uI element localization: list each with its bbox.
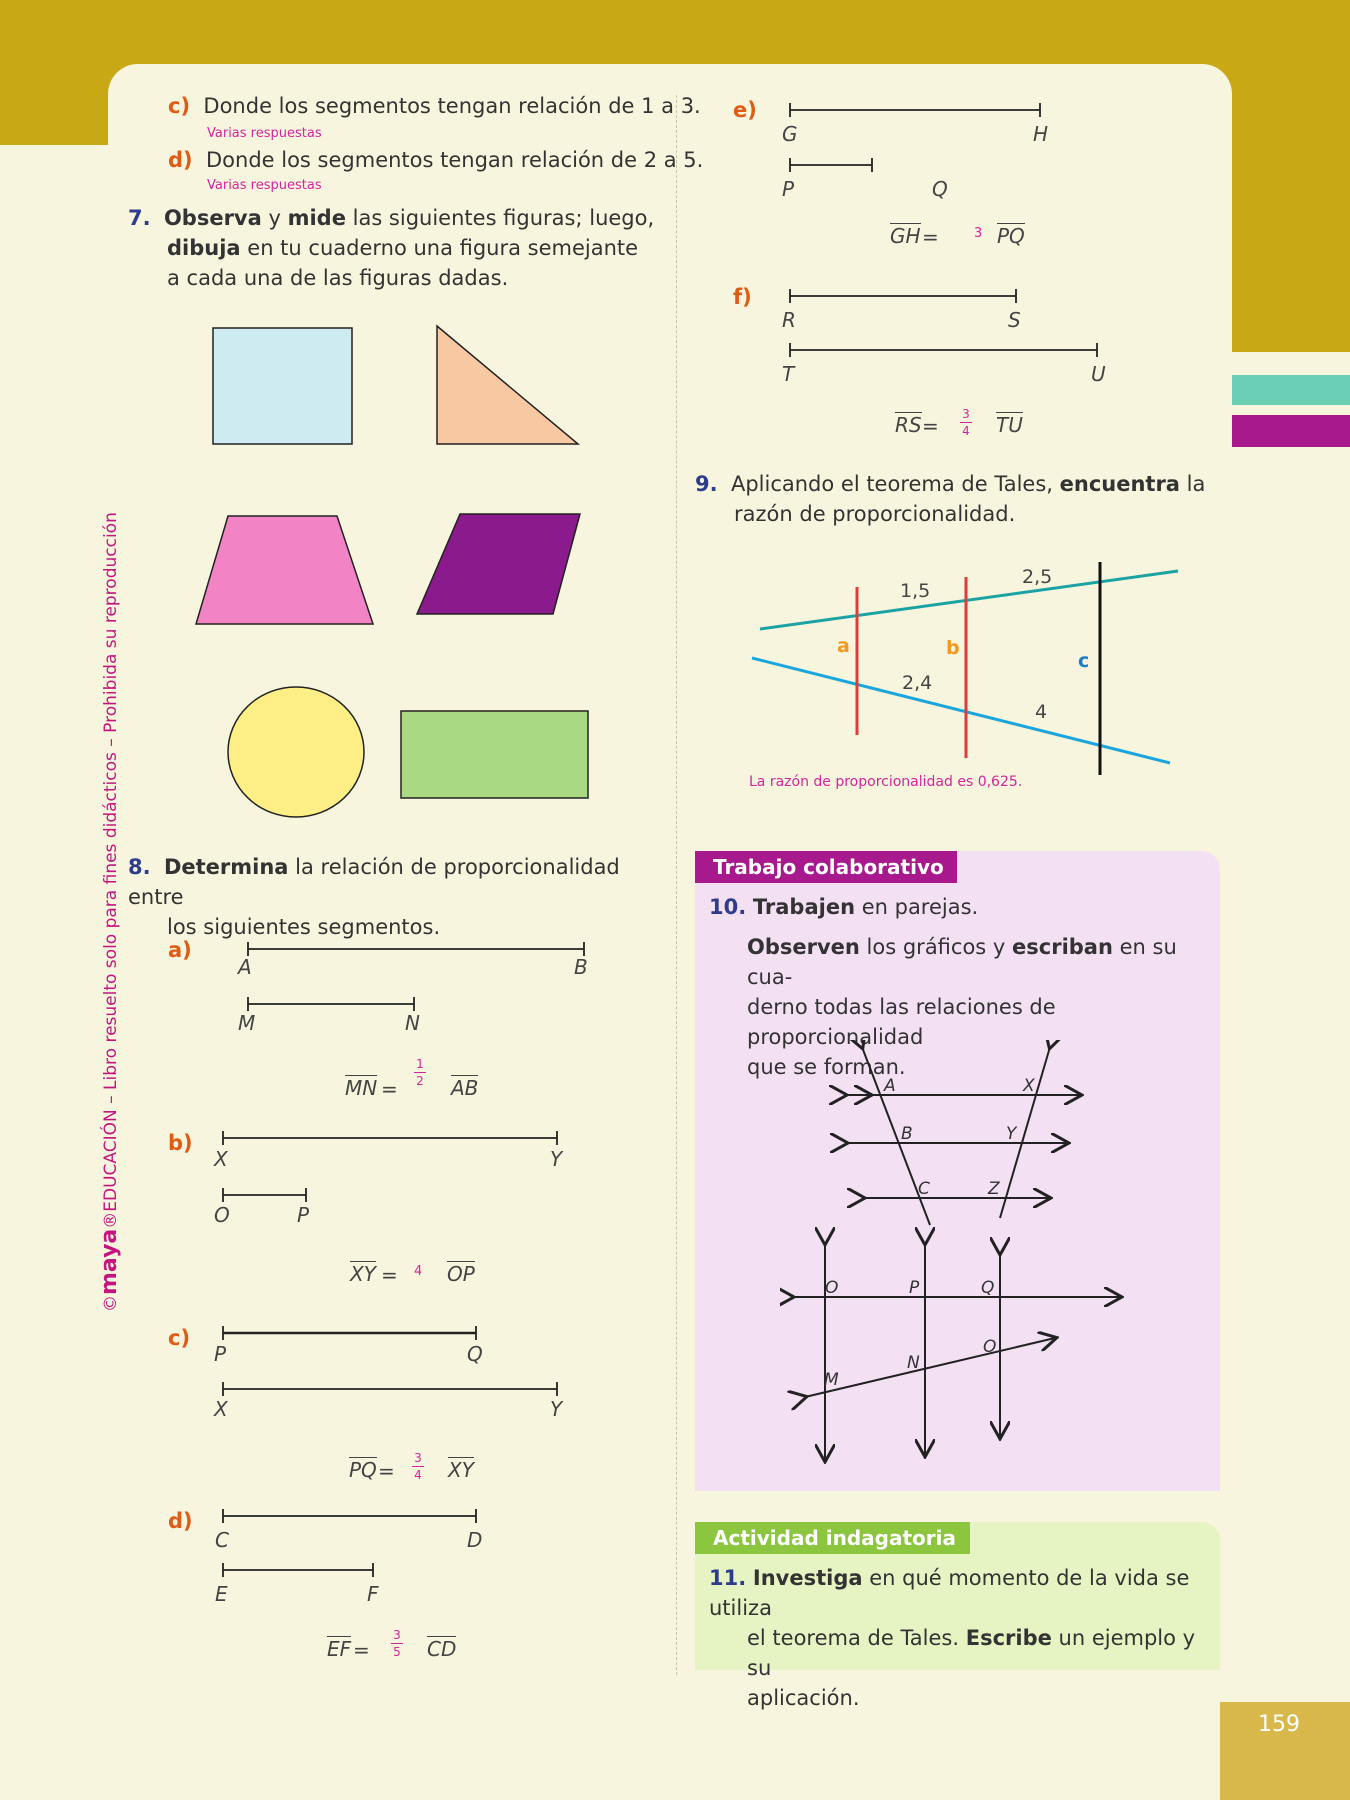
label-top2: 2,5 bbox=[1022, 566, 1053, 588]
ratio-lhs: RS bbox=[895, 413, 922, 437]
ratio-rhs: TU bbox=[996, 413, 1023, 437]
point-label: Q bbox=[467, 1342, 483, 1366]
ratio-fraction: 3 4 bbox=[960, 407, 972, 438]
label-a: a bbox=[837, 635, 850, 657]
ratio-value: 3 bbox=[974, 226, 983, 241]
point-label: T bbox=[782, 362, 795, 386]
fig1-label: Y bbox=[1006, 1124, 1017, 1144]
ratio-rhs: XY bbox=[448, 1458, 474, 1482]
ratio-fraction: 3 4 bbox=[412, 1451, 424, 1482]
ratio-fraction: 3 5 bbox=[391, 1628, 403, 1659]
point-label: F bbox=[367, 1582, 379, 1606]
question-9: 9. Aplicando el teorema de Tales, encuentra la razón de proporcionalidad. bbox=[695, 472, 1206, 526]
item-c2-label: c) bbox=[168, 1326, 191, 1350]
question-11: 11. Investiga en qué momento de la vida se utiliza el teorema de Tales. Escribe un ejemplo y su aplicación. bbox=[709, 1566, 1196, 1710]
equals-sign: = bbox=[381, 1077, 398, 1101]
fig1-label: B bbox=[901, 1124, 913, 1144]
upper-transversal bbox=[760, 571, 1178, 629]
equals-sign: = bbox=[378, 1459, 395, 1483]
item-c: c) Donde los segmentos tengan relación de 1 a 3. bbox=[168, 94, 701, 118]
parallelogram-figure bbox=[417, 514, 580, 614]
point-label: R bbox=[782, 308, 796, 332]
fig1-label: Z bbox=[988, 1179, 1000, 1199]
point-label: D bbox=[467, 1528, 483, 1552]
square-figure bbox=[213, 328, 352, 444]
right-band bbox=[1232, 0, 1350, 352]
point-label: Y bbox=[550, 1397, 563, 1421]
item-e-label: e) bbox=[733, 98, 757, 122]
point-label: M bbox=[238, 1011, 256, 1035]
oblique-line bbox=[805, 1338, 1055, 1397]
equals-sign: = bbox=[922, 414, 939, 438]
item-f-label: f) bbox=[733, 285, 752, 309]
section-tab-teal bbox=[1232, 375, 1350, 405]
point-label: P bbox=[782, 177, 795, 201]
item-c-answer: Varias respuestas bbox=[207, 126, 322, 141]
point-label: Q bbox=[932, 177, 948, 201]
fig2-label: Q bbox=[981, 1278, 995, 1298]
equals-sign: = bbox=[381, 1263, 398, 1287]
ratio-rhs: CD bbox=[427, 1637, 457, 1661]
segments-q8 bbox=[160, 930, 620, 1670]
label-b: b bbox=[946, 637, 960, 659]
label-bot1: 2,4 bbox=[902, 672, 933, 694]
ratio-rhs: AB bbox=[451, 1076, 479, 1100]
point-label: P bbox=[297, 1203, 310, 1227]
point-label: S bbox=[1008, 308, 1021, 332]
section-tab-magenta bbox=[1232, 415, 1350, 447]
circle-figure bbox=[228, 687, 364, 817]
figures-q7 bbox=[190, 320, 610, 820]
point-label: B bbox=[574, 955, 588, 979]
fig2-label: O bbox=[825, 1278, 839, 1298]
question-7: 7. Observa y mide las siguientes figuras; luego, dibuja en tu cuaderno una figura semejante a cada una de las figuras dadas. bbox=[128, 206, 655, 290]
item-d2-label: d) bbox=[168, 1509, 193, 1533]
point-label: X bbox=[214, 1397, 228, 1421]
collab-header: Trabajo colaborativo bbox=[695, 851, 957, 883]
point-label: N bbox=[405, 1011, 420, 1035]
point-label: H bbox=[1033, 122, 1049, 146]
page-number: 159 bbox=[1258, 1712, 1300, 1737]
point-label: Y bbox=[550, 1147, 563, 1171]
ratio-lhs: EF bbox=[327, 1637, 352, 1661]
label-top1: 1,5 bbox=[900, 580, 931, 602]
segments-ef bbox=[770, 95, 1110, 375]
ratio-rhs: OP bbox=[447, 1262, 475, 1286]
item-d-answer: Varias respuestas bbox=[207, 178, 322, 193]
segment-lines bbox=[223, 942, 584, 1577]
point-label: O bbox=[214, 1203, 230, 1227]
ratio-lhs: XY bbox=[350, 1262, 376, 1286]
fig2-label: M bbox=[824, 1370, 839, 1390]
point-label: E bbox=[215, 1582, 228, 1606]
point-label: U bbox=[1091, 362, 1106, 386]
question-8: 8. Determina la relación de proporcionalidad entre los siguientes segmentos. bbox=[128, 855, 620, 939]
point-label: P bbox=[214, 1342, 227, 1366]
question-10: 10. Trabajen en parejas. Observen los gráficos y escriban en su cua- derno todas las relaciones de proporcionalidad que se forman. bbox=[709, 895, 1177, 1079]
lower-transversal bbox=[752, 658, 1170, 763]
q9-answer: La razón de proporcionalidad es 0,625. bbox=[749, 774, 1023, 790]
item-a-label: a) bbox=[168, 938, 192, 962]
point-label: A bbox=[238, 955, 252, 979]
ratio-lhs: GH bbox=[890, 224, 921, 248]
column-divider bbox=[676, 95, 677, 1675]
point-label: C bbox=[215, 1528, 229, 1552]
fig2-label: O bbox=[983, 1337, 997, 1357]
thales-diagram bbox=[740, 555, 1190, 795]
copyright-sidebar: ©maya®EDUCACIÓN – Libro resuelto solo para fines didácticos – Prohibida su reproducción bbox=[97, 512, 122, 1312]
fig2-label: N bbox=[907, 1353, 920, 1373]
label-c: c bbox=[1078, 650, 1090, 672]
ratio-value: 4 bbox=[414, 1264, 423, 1279]
ratio-fraction: 1 2 bbox=[414, 1057, 426, 1088]
rectangle-figure bbox=[401, 711, 588, 798]
label-bot2: 4 bbox=[1035, 701, 1048, 723]
trapezoid-figure bbox=[196, 516, 373, 624]
fig1-label: A bbox=[884, 1076, 896, 1096]
point-label: X bbox=[214, 1147, 228, 1171]
fig1-label: C bbox=[918, 1179, 930, 1199]
collab-figures bbox=[780, 1040, 1140, 1470]
point-label: G bbox=[782, 122, 798, 146]
fig2-label: P bbox=[909, 1278, 920, 1298]
ratio-rhs: PQ bbox=[997, 224, 1025, 248]
item-d: d) Donde los segmentos tengan relación de 2 a 5. bbox=[168, 148, 704, 172]
inquiry-header: Actividad indagatoria bbox=[695, 1522, 970, 1554]
ratio-lhs: PQ bbox=[349, 1458, 377, 1482]
ratio-lhs: MN bbox=[345, 1076, 378, 1100]
fig1-label: X bbox=[1023, 1076, 1035, 1096]
equals-sign: = bbox=[353, 1638, 370, 1662]
equals-sign: = bbox=[922, 225, 939, 249]
item-b-label: b) bbox=[168, 1131, 193, 1155]
triangle-figure bbox=[437, 326, 578, 444]
